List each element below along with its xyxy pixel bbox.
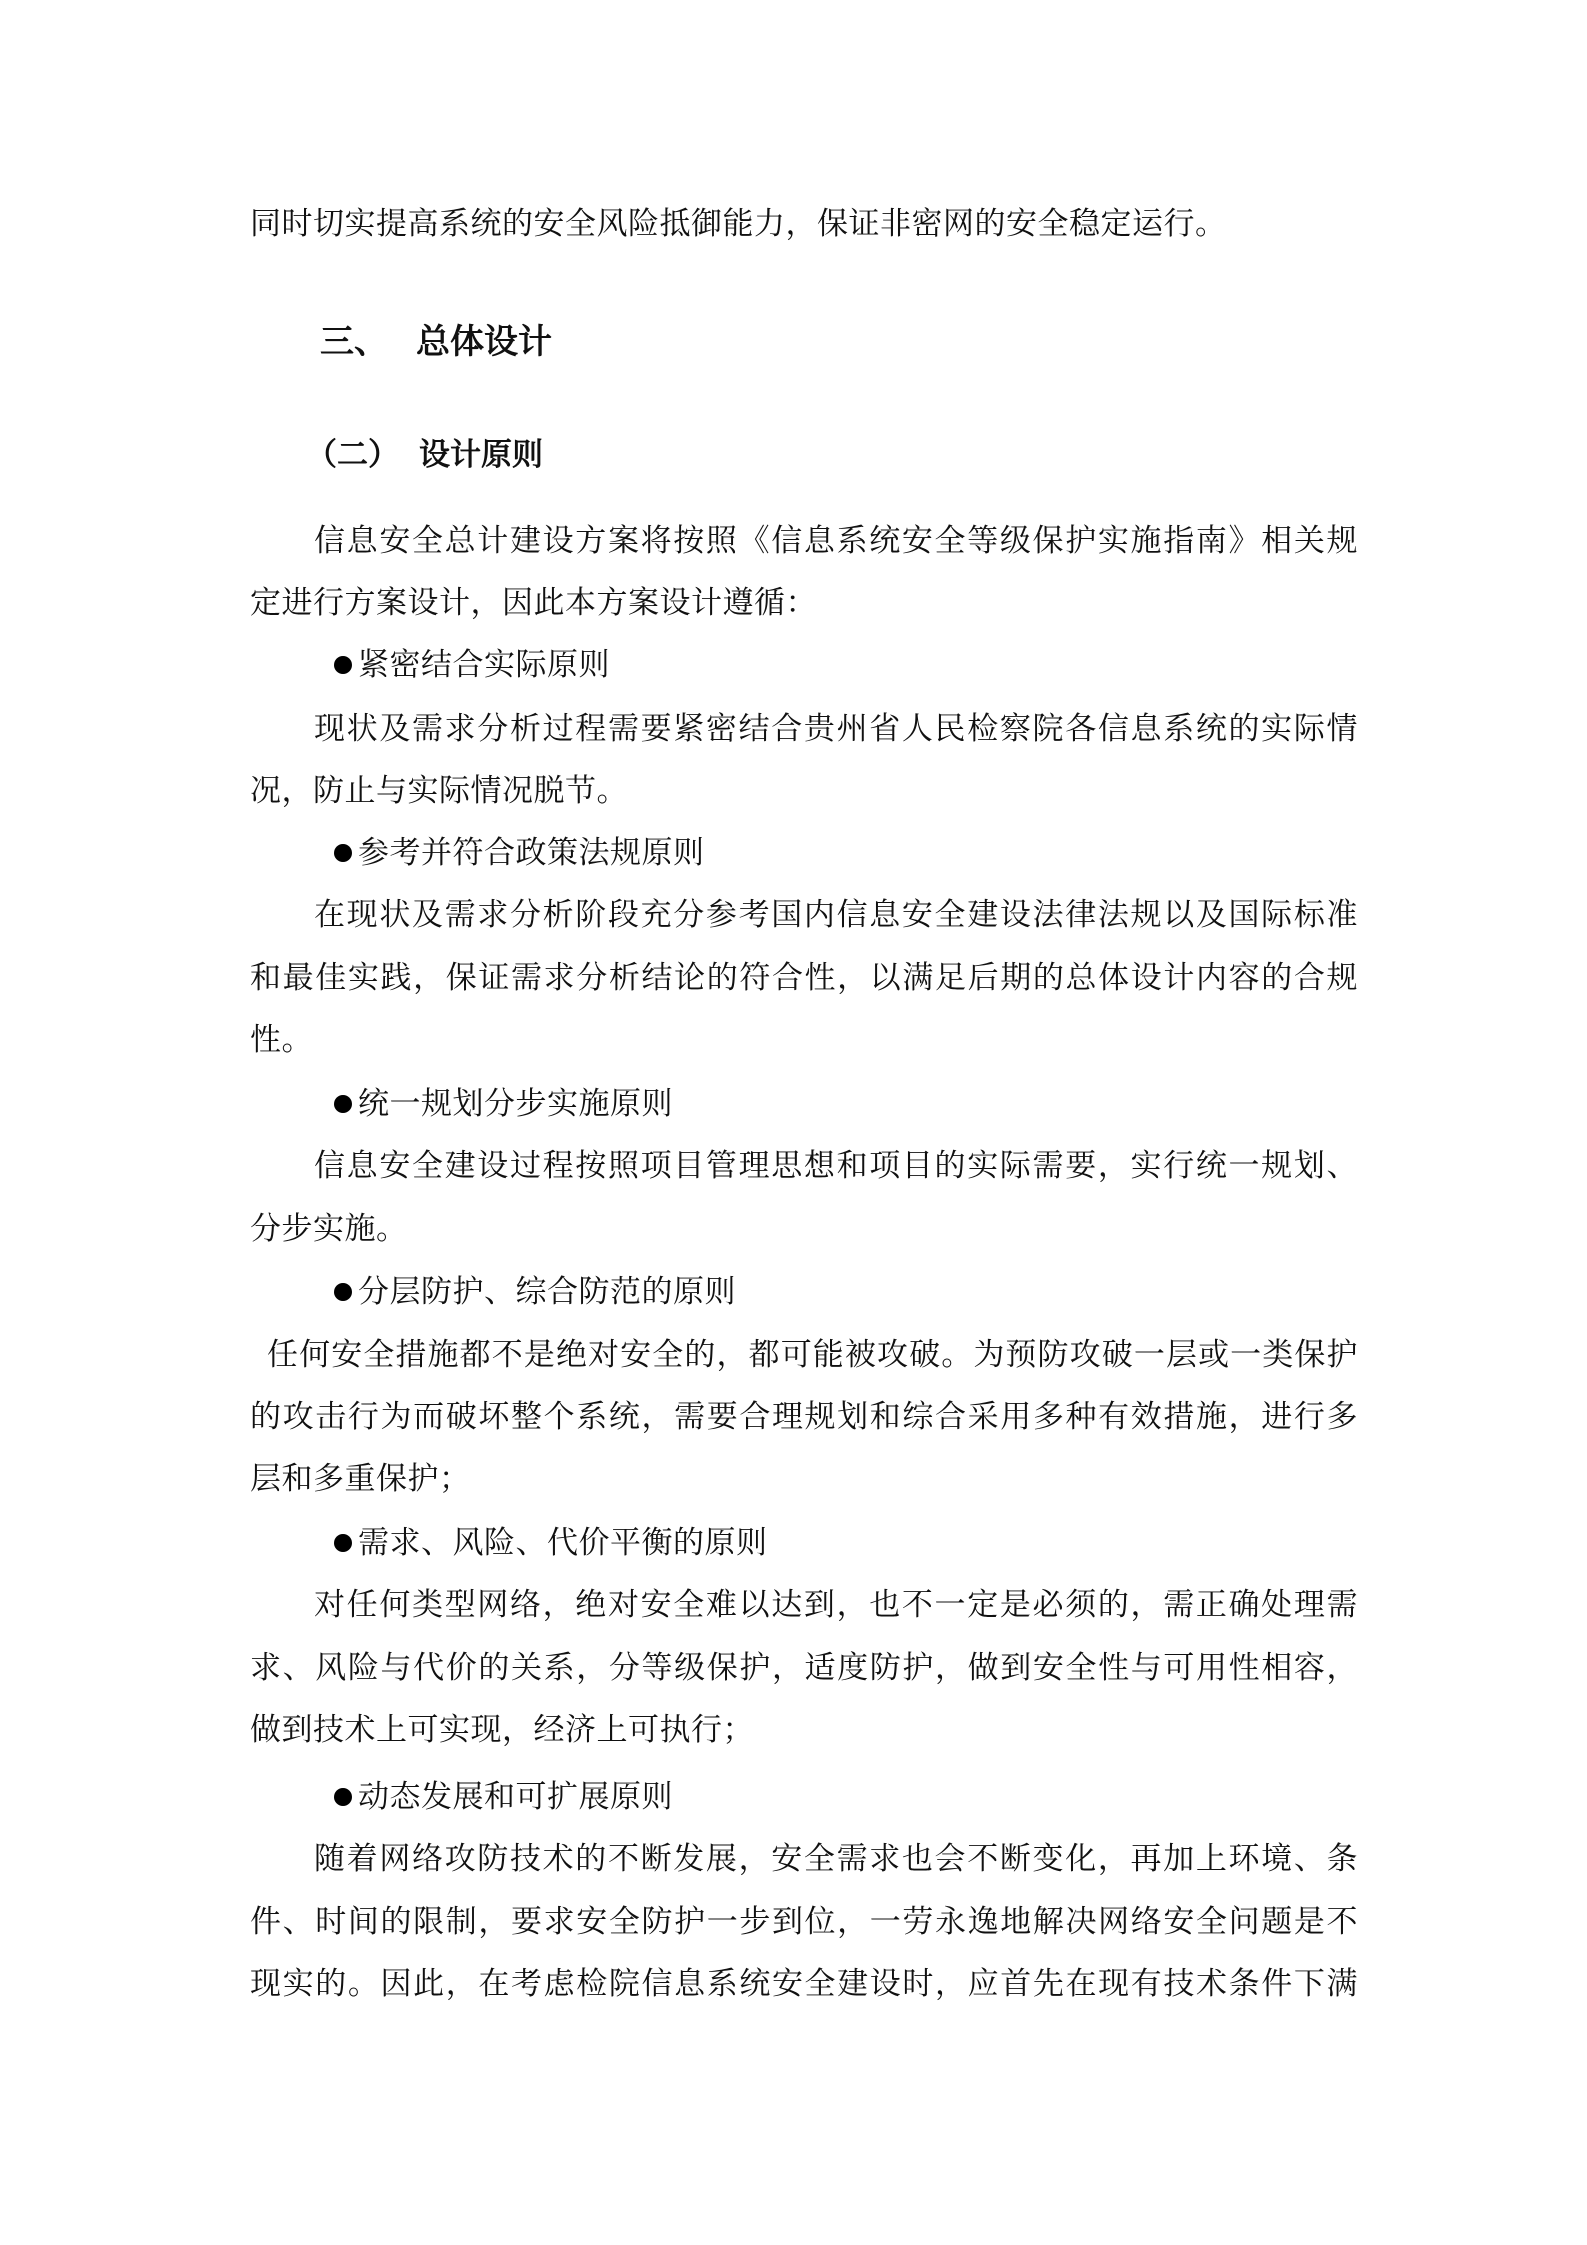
paragraph-line: 任何安全措施都不是绝对安全的，都可能被攻破。为预防攻破一层或一类保护 bbox=[267, 1337, 1358, 1373]
bullet-icon bbox=[334, 1788, 352, 1806]
section-number: 三、 bbox=[320, 322, 388, 362]
paragraph-line: 信息安全建设过程按照项目管理思想和项目的实际需要，实行统一规划、 bbox=[314, 1148, 1358, 1184]
principle-title: 动态发展和可扩展原则 bbox=[358, 1779, 673, 1815]
paragraph-line: 做到技术上可实现，经济上可执行； bbox=[250, 1712, 754, 1748]
paragraph-line: 现实的。因此，在考虑检院信息系统安全建设时，应首先在现有技术条件下满 bbox=[250, 1966, 1358, 2002]
bullet-icon bbox=[334, 1534, 352, 1552]
paragraph-line: 和最佳实践，保证需求分析结论的符合性，以满足后期的总体设计内容的合规 bbox=[250, 960, 1358, 996]
paragraph-line: 的攻击行为而破坏整个系统，需要合理规划和综合采用多种有效措施，进行多 bbox=[250, 1399, 1358, 1435]
principle-title: 统一规划分步实施原则 bbox=[358, 1086, 673, 1122]
paragraph-line: 分步实施。 bbox=[250, 1211, 408, 1247]
subsection-title: 设计原则 bbox=[419, 437, 543, 473]
paragraph-line: 随着网络攻防技术的不断发展，安全需求也会不断变化，再加上环境、条 bbox=[314, 1841, 1358, 1877]
section-heading bbox=[320, 320, 552, 364]
principle-heading bbox=[334, 1523, 768, 1563]
bullet-icon bbox=[334, 844, 352, 862]
subsection-number: （二） bbox=[306, 437, 399, 473]
principle-title: 分层防护、综合防范的原则 bbox=[358, 1274, 736, 1310]
paragraph-line: 求、风险与代价的关系，分等级保护，适度防护，做到安全性与可用性相容， bbox=[250, 1650, 1358, 1686]
bullet-icon bbox=[334, 1095, 352, 1113]
paragraph-line: 况，防止与实际情况脱节。 bbox=[250, 773, 628, 809]
bullet-icon bbox=[334, 656, 352, 674]
paragraph-line: 层和多重保护； bbox=[250, 1461, 471, 1497]
principle-heading bbox=[334, 833, 705, 873]
subsection-heading bbox=[306, 435, 543, 475]
principle-title: 需求、风险、代价平衡的原则 bbox=[358, 1525, 768, 1561]
principle-heading bbox=[334, 645, 610, 685]
principle-title: 紧密结合实际原则 bbox=[358, 647, 610, 683]
principle-heading bbox=[334, 1084, 673, 1124]
section-title: 总体设计 bbox=[416, 322, 552, 362]
lead-line: 定进行方案设计，因此本方案设计遵循： bbox=[250, 585, 817, 621]
paragraph-line: 在现状及需求分析阶段充分参考国内信息安全建设法律法规以及国际标准 bbox=[314, 897, 1358, 933]
paragraph-line: 件、时间的限制，要求安全防护一步到位，一劳永逸地解决网络安全问题是不 bbox=[250, 1904, 1358, 1940]
lead-line: 信息安全总计建设方案将按照《信息系统安全等级保护实施指南》相关规 bbox=[314, 523, 1358, 559]
paragraph-line: 现状及需求分析过程需要紧密结合贵州省人民检察院各信息系统的实际情 bbox=[314, 711, 1358, 747]
bullet-icon bbox=[334, 1283, 352, 1301]
intro-line: 同时切实提高系统的安全风险抵御能力，保证非密网的安全稳定运行。 bbox=[250, 206, 1227, 242]
principle-heading bbox=[334, 1272, 736, 1312]
principle-title: 参考并符合政策法规原则 bbox=[358, 835, 705, 871]
paragraph-line: 性。 bbox=[250, 1022, 313, 1058]
principle-heading bbox=[334, 1777, 673, 1817]
paragraph-line: 对任何类型网络，绝对安全难以达到，也不一定是必须的，需正确处理需 bbox=[314, 1587, 1358, 1623]
